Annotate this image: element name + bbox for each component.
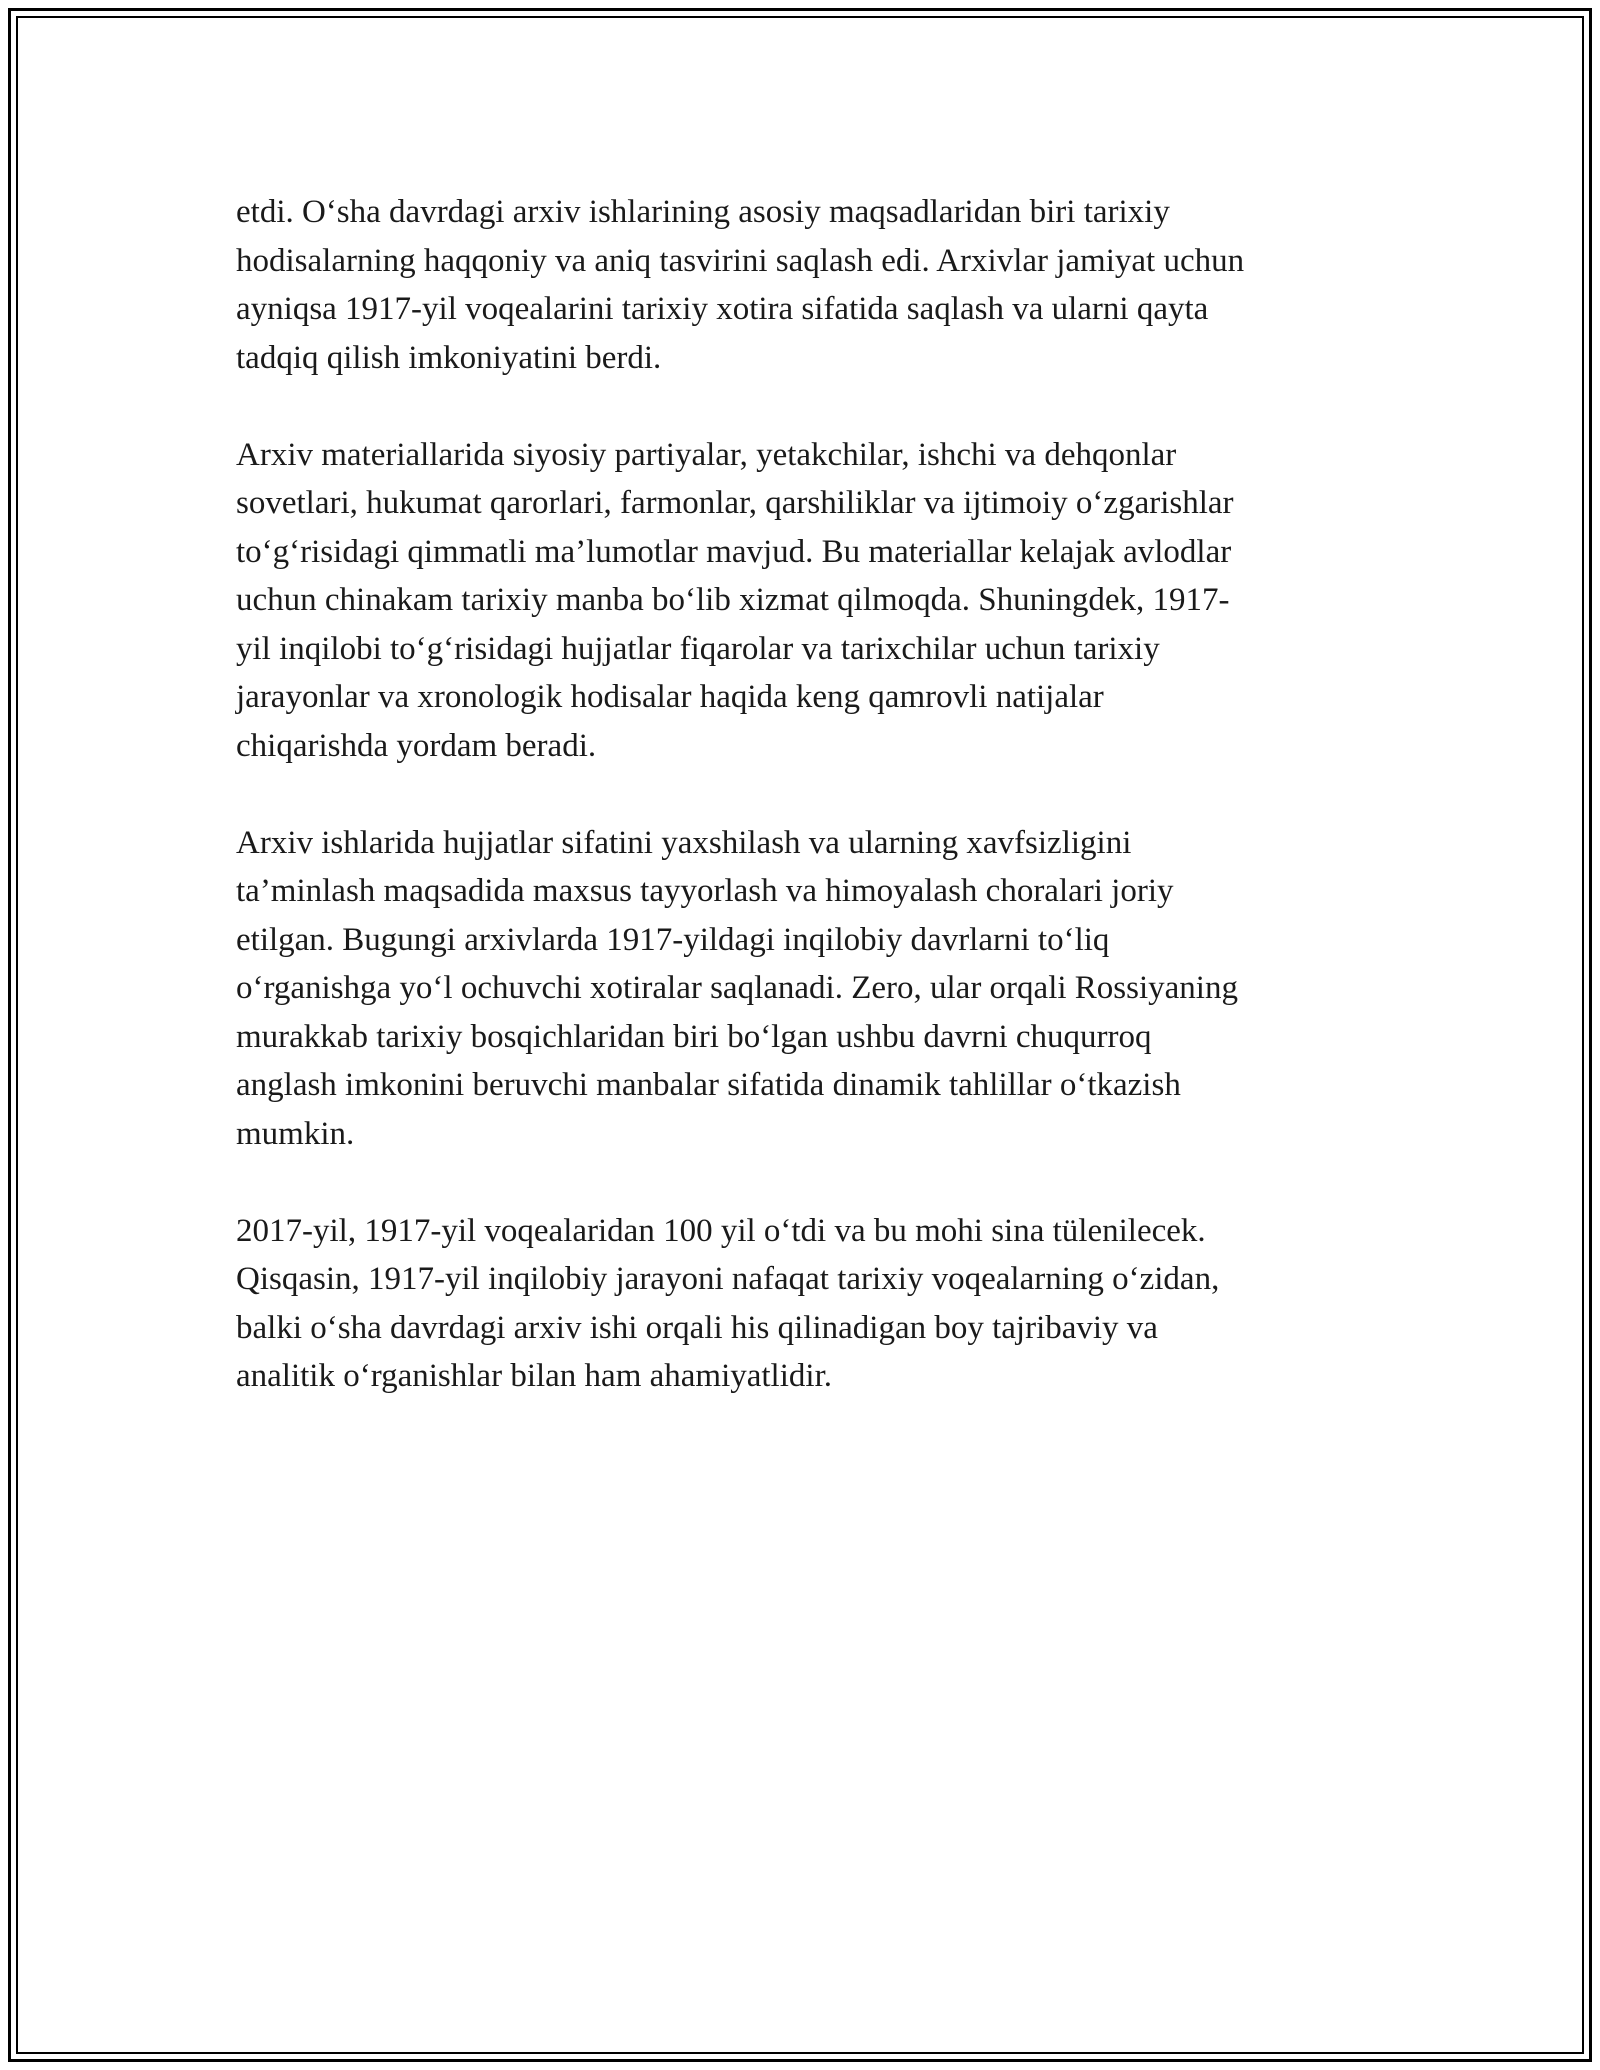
document-body [236, 188, 1366, 1401]
text-line: Arxiv ishlarida hujjatlar sifatini yaxshilash va ularning xavfsizligini [236, 824, 1132, 861]
text-line: ta’minlash maqsadida maxsus tayyorlash va himoyalash choralari joriy [236, 873, 1174, 909]
text-line: 2017-yil, 1917-yil voqealaridan 100 yil o‘tdi va bu mohi sina tülenilecek. [236, 1212, 1206, 1249]
text-line: chiqarishda yordam beradi. [236, 727, 597, 764]
text-line: jarayonlar va xronologik hodisalar haqida keng qamrovli natijalar [236, 679, 1104, 715]
paragraph-2 [236, 431, 1366, 771]
text-line: o‘rganishga yo‘l ochuvchi xotiralar saqlanadi. Zero, ular orqali Rossiyaning [236, 970, 1238, 1006]
text-line: hodisalarning haqqoniy va aniq tasvirini saqlash edi. Arxivlar jamiyat uchun [236, 242, 1245, 279]
text-line: uchun chinakam tarixiy manba bo‘lib xizmat qilmoqda. Shuningdek, 1917- [236, 582, 1230, 618]
text-line: balki o‘sha davrdagi arxiv ishi orqali his qilinadigan boy tajribaviy va [236, 1309, 1158, 1346]
text-line: mumkin. [236, 1115, 355, 1152]
text-line: tadqiq qilish imkoniyatini berdi. [236, 339, 662, 376]
text-line: to‘g‘risidagi qimmatli ma’lumotlar mavjud. Bu materiallar kelajak avlodlar [236, 533, 1232, 570]
text-line: anglash imkonini beruvchi manbalar sifatida dinamik tahlillar o‘tkazish [236, 1067, 1181, 1103]
text-line: sovetlari, hukumat qarorlari, farmonlar, qarshiliklar va ijtimoiy o‘zgarishlar [236, 485, 1234, 521]
text-line: analitik o‘rganishlar bilan ham ahamiyatlidir. [236, 1358, 832, 1394]
text-line: murakkab tarixiy bosqichlaridan biri bo‘lgan ushbu davrni chuqurroq [236, 1018, 1152, 1055]
paragraph-4 [236, 1207, 1366, 1401]
paragraph-1 [236, 188, 1366, 382]
text-line: etdi. O‘sha davrdagi arxiv ishlarining asosiy maqsadlaridan biri tarixiy [236, 194, 1170, 230]
text-line: yil inqilobi to‘g‘risidagi hujjatlar fiqarolar va tarixchilar uchun tarixiy [236, 630, 1160, 667]
text-line: etilgan. Bugungi arxivlarda 1917-yildagi inqilobiy davrlarni to‘liq [236, 921, 1110, 958]
text-line: Arxiv materiallarida siyosiy partiyalar, yetakchilar, ishchi va dehqonlar [236, 436, 1177, 473]
text-line: Qisqasin, 1917-yil inqilobiy jarayoni nafaqat tarixiy voqealarning o‘zidan, [236, 1261, 1220, 1297]
text-line: ayniqsa 1917-yil voqealarini tarixiy xotira sifatida saqlash va ularni qayta [236, 291, 1209, 327]
paragraph-3 [236, 819, 1366, 1159]
